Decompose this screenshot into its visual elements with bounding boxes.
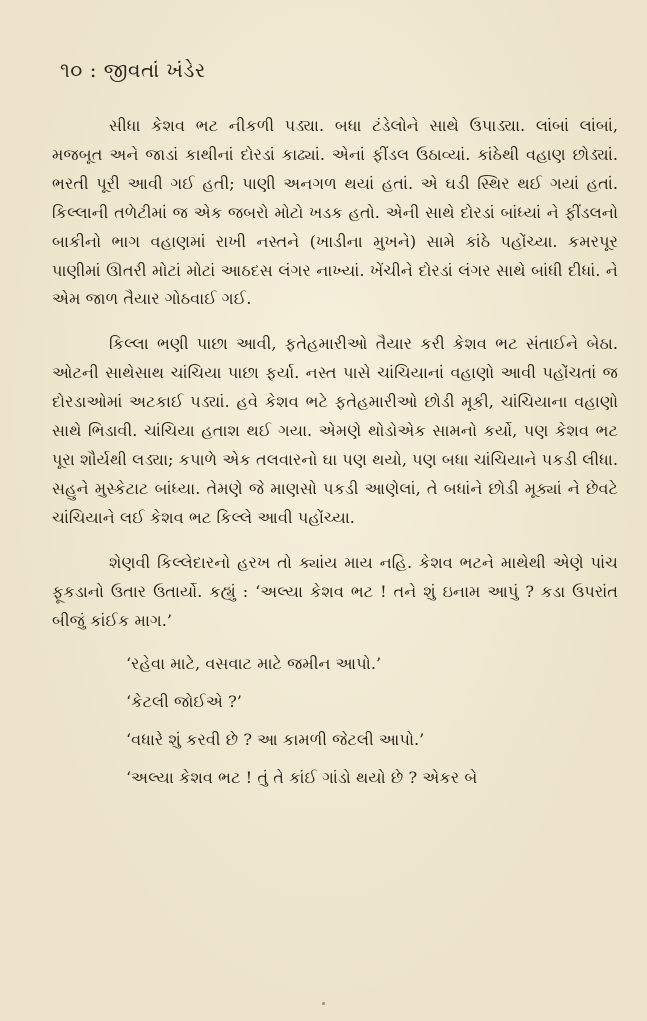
paragraph-2: કિલ્લા ભણી પાછા આવી, ફતેહમારીઓ તૈયાર કરી કેશવ ભટ સંતાઈને બેઠા. ઓટની સાથેસાથ ચાંચિયા પાછા ફર્યા. નસ્ત પાસે ચાંચિયાનાં વહાણો આવી પહોંચતાં જ દોરડાઓમાં અટકાઈ પડ્યાં. હવે કેશવ ભટે ફતેહમારીઓ છોડી મૂકી, ચાંચિયાના વહાણો સાથે ભિડાવી. ચાંચિયા હતાશ થઈ ગયા. એમણે થોડોએક સામનો કર્યો, પણ કેશવ ભટ પૂરા શૌર્યથી લડ્યા; કપાળે એક તલવારનો ઘા પણ થયો, પણ બધા ચાંચિયાને પકડી લીધા. સહુને મુસ્કેટાટ બાંધ્યા. તેમણે જે માણસો પકડી આણેલાં, તે બધાંને છોડી મૂક્યાં ને છેવટે ચાંચિયાને લઈ કેશવ ભટ કિલ્લે આવી પહોંચ્યા.: [52, 334, 618, 527]
paragraph-3: શેણવી કિલ્લેદારનો હરખ તો ક્યાંય માય નહિ. કેશવ ભટને માથેથી એણે પાંચ ફૂકડાનો ઉતાર ઉતાર્યો. કહ્યું : ‘અલ્યા કેશવ ભટ ! તને શું ઇનામ આપું ? કડા ઉપરાંત બીજું કાંઈક માગ.’: [52, 552, 618, 630]
paragraph-1: સીધા કેશવ ભટ નીકળી પડ્યા. બધા ટંડેલોને સાથે ઉપાડ્યા. લાંબાં લાંબાં, મજબૂત અને જાડાં કાથીનાં દોરડાં કાઢ્યાં. એનાં ફીંડલ ઉઠાવ્યાં. કાંઠેથી વહાણ છોડ્યાં. ભરતી પૂરી આવી ગઈ હતી; પાણી અનગળ થયાં હતાં. એ ઘડી સ્થિર થઈ ગયાં હતાં. કિલ્લાની તળેટીમાં જ એક જબરો મોટો ખડક હતો. એની સાથે દોરડાં બાંધ્યાં ને ફીંડલનો બાકીનો ભાગ વહાણમાં રાખી નસ્તને (ખાડીના મુખને) સામે કાંઠે પહોંચ્યા. કમરપૂર પાણીમાં ઊતરી મોટાં મોટાં આઠદસ લંગર નાખ્યાં. ખેંચીને દોરડાં લંગર સાથે બાંધી દીધાં. ને એમ જાળ તૈયાર ગોઠવાઈ ગઈ.: [52, 116, 618, 309]
page-footer-dot: [322, 1002, 325, 1005]
dialogue-line-1: ‘રહેવા માટે, વસવાટ માટે જમીન આપો.’: [126, 654, 382, 674]
dialogue-line-3: ‘વધારે શું કરવી છે ? આ કામળી જેટલી આપો.’: [126, 730, 425, 750]
page-body: [52, 112, 618, 792]
dialogue-line-4: ‘અલ્યા કેશવ ભટ ! તું તે કાંઈ ગાંડો થયો છે ? એકર બે: [126, 768, 478, 788]
page-heading: ૧૦ : જીવતાં ખંડેર: [60, 58, 206, 82]
dialogue-line-2: ‘કેટલી જોઈએ ?’: [126, 692, 242, 712]
